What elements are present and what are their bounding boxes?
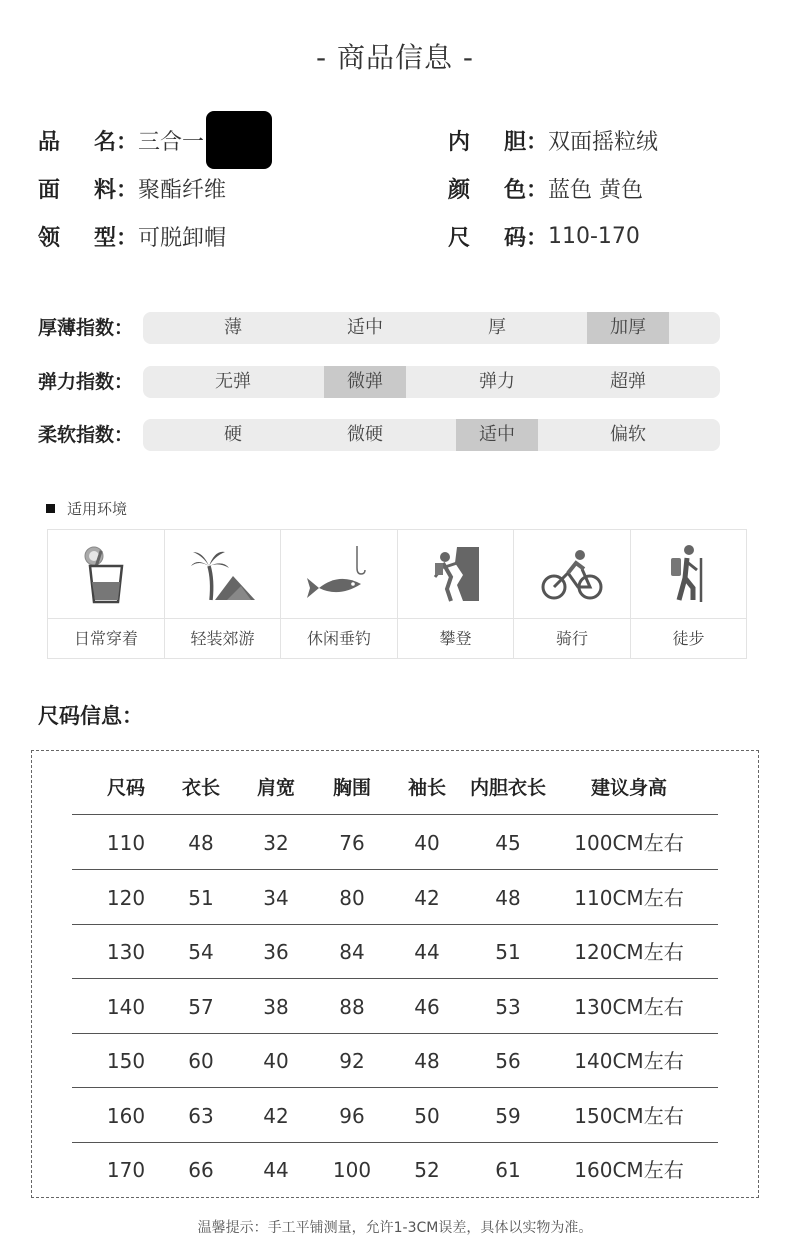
table-divider: [72, 978, 718, 979]
measurement-tip: 温馨提示：手工平铺测量，允许1-3CM误差，具体以实物为准。: [197, 1220, 593, 1236]
index-option: 弹力: [479, 371, 515, 392]
table-divider: [72, 924, 718, 925]
thickness-index-bar: [143, 312, 720, 344]
softness-index-bar: [143, 419, 720, 451]
environment-heading: 适用环境: [46, 498, 127, 519]
info-value: 聚酯纤维: [138, 177, 227, 203]
index-option: 偏软: [610, 424, 646, 445]
table-cell: 51: [495, 940, 521, 964]
index-option: 硬: [224, 424, 242, 445]
index-option: 无弹: [215, 371, 251, 392]
table-cell: 150: [106, 1049, 146, 1073]
env-label: 日常穿着: [48, 618, 164, 659]
index-option: 厚: [488, 317, 506, 338]
table-cell: 54: [188, 940, 214, 964]
table-cell: 120: [106, 886, 146, 910]
index-option: 适中: [347, 317, 383, 338]
info-color: [448, 172, 643, 204]
info-value: 110-170: [548, 223, 640, 249]
index-option: 薄: [224, 317, 242, 338]
table-cell: 60: [188, 1049, 214, 1073]
env-item: [165, 530, 282, 658]
table-cell: 100: [332, 1158, 372, 1182]
table-cell: 140: [106, 995, 146, 1019]
env-item: [398, 530, 515, 658]
info-fabric: [38, 172, 226, 204]
elasticity-index-label: 弹力指数：: [38, 371, 134, 393]
table-cell: 160CM左右: [574, 1158, 684, 1182]
table-cell: 57: [188, 995, 214, 1019]
bullet-square-icon: [46, 504, 55, 513]
index-option: 超弹: [610, 371, 646, 392]
table-cell: 44: [414, 940, 440, 964]
drink-icon: [48, 530, 164, 618]
table-cell: 170: [106, 1158, 146, 1182]
hiking-icon: [631, 530, 747, 618]
table-cell: 120CM左右: [574, 940, 684, 964]
table-cell: 92: [339, 1049, 365, 1073]
fish-icon: [281, 530, 397, 618]
info-label: 颜 色：: [448, 177, 548, 203]
table-divider: [72, 869, 718, 870]
table-cell: 110: [106, 831, 146, 855]
table-cell: 44: [263, 1158, 289, 1182]
table-cell: 56: [495, 1049, 521, 1073]
table-cell: 59: [495, 1104, 521, 1128]
index-option: 加厚: [587, 312, 669, 344]
env-label: 休闲垂钓: [281, 618, 397, 659]
redaction-block: [206, 111, 272, 169]
table-cell: 96: [339, 1104, 365, 1128]
info-name: [38, 124, 204, 156]
elasticity-index-bar: [143, 366, 720, 398]
palm-tree-icon: [165, 530, 281, 618]
info-label: 尺 码：: [448, 225, 548, 251]
table-divider: [72, 1033, 718, 1034]
table-cell: 76: [339, 831, 365, 855]
softness-index-label: 柔软指数：: [38, 424, 134, 446]
env-item: [514, 530, 631, 658]
index-option: 适中: [456, 419, 538, 451]
table-cell: 38: [263, 995, 289, 1019]
index-option: 微硬: [347, 424, 383, 445]
table-cell: 66: [188, 1158, 214, 1182]
table-cell: 40: [263, 1049, 289, 1073]
info-label: 品 名：: [38, 129, 138, 155]
table-header: 肩宽: [256, 777, 295, 799]
table-header: 建议身高: [590, 777, 667, 799]
table-cell: 80: [339, 886, 365, 910]
page-title: - 商品信息 -: [315, 41, 474, 74]
info-label: 内 胆：: [448, 129, 548, 155]
cycling-icon: [514, 530, 630, 618]
table-cell: 32: [263, 831, 289, 855]
table-cell: 36: [263, 940, 289, 964]
table-cell: 130CM左右: [574, 995, 684, 1019]
index-option: 微弹: [324, 366, 406, 398]
info-collar: [38, 220, 226, 252]
thickness-index-label: 厚薄指数：: [38, 317, 134, 339]
environment-grid: [47, 529, 747, 659]
info-value: 三合一: [138, 129, 205, 155]
table-cell: 84: [339, 940, 365, 964]
info-value: 可脱卸帽: [138, 225, 227, 251]
table-cell: 53: [495, 995, 521, 1019]
table-cell: 40: [414, 831, 440, 855]
info-label: 面 料：: [38, 177, 138, 203]
table-header: 袖长: [407, 777, 446, 799]
table-cell: 50: [414, 1104, 440, 1128]
env-label: 徒步: [631, 618, 747, 659]
table-cell: 34: [263, 886, 289, 910]
table-cell: 48: [495, 886, 521, 910]
table-cell: 140CM左右: [574, 1049, 684, 1073]
table-cell: 45: [495, 831, 521, 855]
table-header: 衣长: [181, 777, 220, 799]
table-cell: 42: [263, 1104, 289, 1128]
table-header: 尺码: [106, 777, 145, 799]
env-label: 攀登: [398, 618, 514, 659]
table-divider: [72, 1087, 718, 1088]
table-cell: 46: [414, 995, 440, 1019]
table-cell: 48: [414, 1049, 440, 1073]
table-cell: 52: [414, 1158, 440, 1182]
env-item: [631, 530, 747, 658]
env-label: 骑行: [514, 618, 630, 659]
table-header: 内胆衣长: [469, 777, 546, 799]
env-item: [48, 530, 165, 658]
env-item: [281, 530, 398, 658]
table-cell: 63: [188, 1104, 214, 1128]
climbing-icon: [398, 530, 514, 618]
info-size: [448, 220, 640, 252]
table-divider: [72, 1142, 718, 1143]
size-info-title: 尺码信息：: [38, 704, 143, 728]
info-value: 蓝色 黄色: [548, 177, 643, 203]
env-label: 轻装郊游: [165, 618, 281, 659]
table-cell: 51: [188, 886, 214, 910]
table-cell: 130: [106, 940, 146, 964]
table-cell: 61: [495, 1158, 521, 1182]
table-cell: 160: [106, 1104, 146, 1128]
table-cell: 150CM左右: [574, 1104, 684, 1128]
info-value: 双面摇粒绒: [548, 129, 659, 155]
table-header: 胸围: [332, 777, 371, 799]
table-cell: 42: [414, 886, 440, 910]
info-lining: [448, 124, 658, 156]
table-cell: 100CM左右: [574, 831, 684, 855]
table-cell: 48: [188, 831, 214, 855]
table-cell: 110CM左右: [574, 886, 684, 910]
info-label: 领 型：: [38, 225, 138, 251]
table-cell: 88: [339, 995, 365, 1019]
table-divider: [72, 814, 718, 815]
